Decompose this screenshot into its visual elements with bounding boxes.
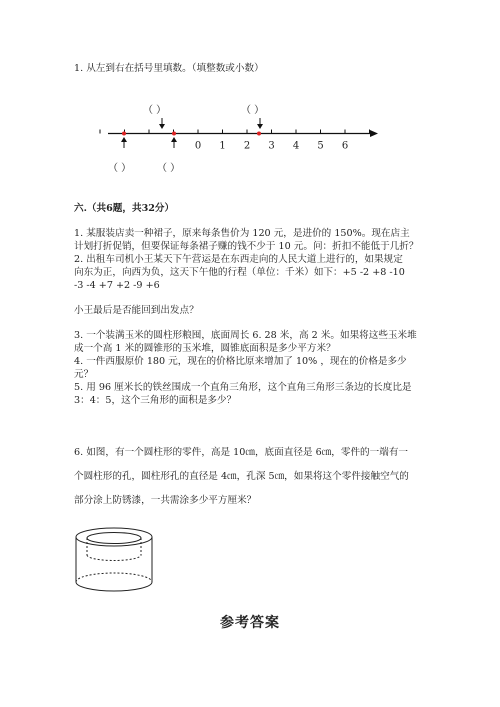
outer-bottom-arc <box>76 582 152 591</box>
arrow-down-2 <box>257 118 263 129</box>
problem-1-line-2: 计划打折促销，但要保证每条裙子赚的钱不少于 10 元。问：折扣不能低于几折？ <box>74 241 419 252</box>
problem-2-question: 小王最后是否能回到出发点？ <box>74 305 199 316</box>
problem-5-line-1: 5. 用 96 厘米长的铁丝围成一个直角三角形，这个直角三角形三条边的长度比是 <box>74 382 412 393</box>
blank-bracket-bottom-2: （ ） <box>157 163 181 174</box>
tick-label: 6 <box>341 140 349 152</box>
problem-2-line-1: 2. 出租车司机小王某天下午营运是在东西走向的人民大道上进行的，如果规定 <box>74 254 403 265</box>
red-point <box>257 132 261 136</box>
arrow-up-2 <box>171 137 177 148</box>
arrow-down-1 <box>159 118 165 129</box>
problem-6-line-2: 个圆柱形的孔，圆柱形孔的直径是 4㎝，孔深 5㎝，如果将这个零件接触空气的 <box>74 471 409 482</box>
section-6-title: 六.（共6题，共32分） <box>74 203 175 214</box>
hole-walls <box>87 538 141 555</box>
tick-label: 1 <box>219 140 226 152</box>
question-1-text: 1. 从左到右在括号里填数。（填整数或小数） <box>74 63 264 74</box>
red-point <box>172 132 176 136</box>
hole-bottom <box>87 555 141 561</box>
outer-top-ellipse <box>76 528 152 546</box>
problem-2-line-2: 向东为正，向西为负，这天下午他的行程（单位：千米）如下：+5 -2 +8 -10 <box>74 267 405 278</box>
blank-bracket-top-1: （ ） <box>143 105 167 116</box>
problem-1-line-1: 1. 某服装店卖一种裙子，原来每条售价为 120 元，是进价的 150%。现在店主 <box>74 228 410 239</box>
blank-bracket-top-2: （ ） <box>241 105 265 116</box>
problem-3-line-2: 成一个高 1 米的圆锥形的玉米堆，圆锥底面积是多少平方米？ <box>74 343 336 354</box>
problem-5-line-2: 3：4：5，这个三角形的面积是多少？ <box>74 395 237 406</box>
number-line-figure <box>0 0 500 180</box>
tick-label: 2 <box>243 140 251 152</box>
red-point <box>122 132 126 136</box>
answer-title: 参考答案 <box>220 615 280 631</box>
tick-label: 5 <box>317 140 324 152</box>
outer-bottom-hidden-arc <box>76 573 152 582</box>
problem-4-line-2: 元？ <box>74 369 94 380</box>
tick-label: 3 <box>268 140 275 152</box>
arrow-up-1 <box>121 137 127 148</box>
problem-2-line-3: -3 -4 +7 +2 -9 +6 <box>74 280 160 291</box>
problem-6-line-1: 6. 如图，有一个圆柱形的零件，高是 10㎝，底面直径是 6㎝，零件的一端有一 <box>74 447 409 458</box>
hole-top-ellipse <box>87 533 141 544</box>
problem-4-line-1: 4. 一件西服原价 180 元，现在的价格比原来增加了 10% ，现在的价格是多少 <box>74 356 407 367</box>
problem-3-line-1: 3. 一个装满玉米的圆柱形粮囤，底面周长 6. 28 米，高 2 米。如果将这些玉米堆 <box>74 330 417 341</box>
tick-label: 0 <box>194 140 202 152</box>
tick-label: 4 <box>292 140 300 152</box>
blank-bracket-bottom-1: （ ） <box>108 163 132 174</box>
number-line-labels <box>195 141 348 152</box>
problem-6-line-3: 部分涂上防锈漆，一共需涂多少平方厘米？ <box>74 495 257 506</box>
